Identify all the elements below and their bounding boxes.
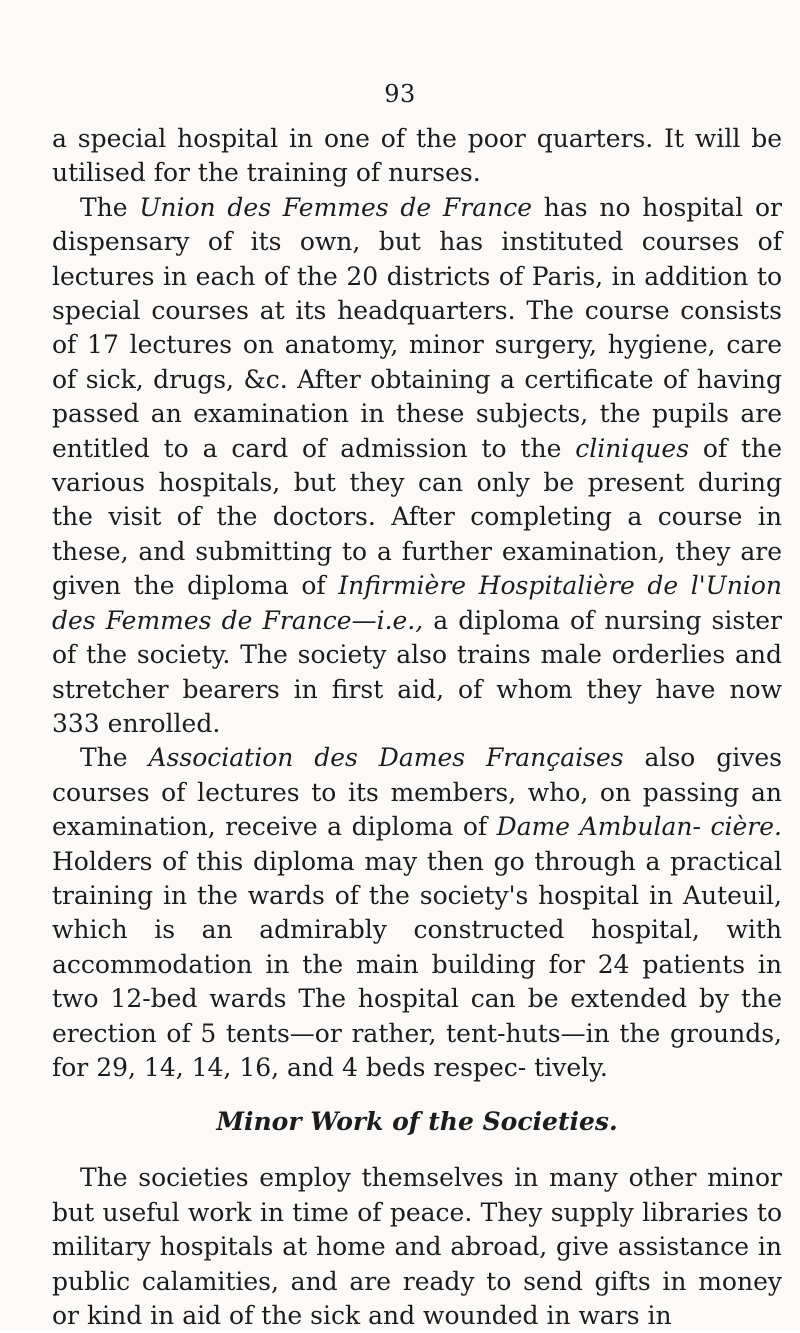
text-run: of the various hospitals, but they can only be present during the visit of the doctors. After completing a course in these, and submitting to a further examination, they are given the diploma of — [52, 433, 782, 601]
paragraph-text: a special hospital in one of the poor quarters. It will be utilised for the training of nurses. — [52, 124, 782, 188]
text-run: also gives courses of lectures to its members, who, on passing an examination, receive a diploma of — [52, 743, 782, 842]
italic-diploma-title: Dame Ambulan- cière. — [496, 812, 782, 842]
paragraph-continuation — [52, 122, 782, 191]
section-heading: Minor Work of the Societies. — [216, 1107, 618, 1137]
paragraph-union-des-femmes — [52, 191, 782, 742]
text-run: The — [80, 192, 140, 222]
text-run: a diploma of nursing sister of the society. The society also trains male orderlies and stretcher bearers in first aid, of whom they have now 333 enrolled. — [52, 605, 782, 738]
italic-society-name: Union des Femmes de France — [139, 192, 533, 222]
paragraph-association-des-dames — [52, 741, 782, 1085]
italic-term-cliniques: cliniques — [575, 433, 690, 463]
paragraph-minor-work — [52, 1161, 782, 1333]
page-body — [52, 122, 782, 1333]
paragraph-text: The societies employ themselves in many other minor but useful work in time of peace. They supply libraries to military hospitals at home and abroad, give assistance in public calamities, and are ready to send gifts in money or kind in aid of the sick and wounded in wars in — [52, 1163, 782, 1330]
text-run: Holders of this diploma may then go through a practical training in the wards of the society's hospital in Auteuil, which is an admirably constructed hospital, with accommodation in the main building for 24 patients in two 12-bed wards The hospital can be extended by the erection of 5 tents—or rather, tent-huts—in the grounds, for 29, 14, 14, 16, and 4 beds respec- tively. — [52, 846, 782, 1082]
page-number: 93 — [384, 80, 416, 108]
italic-diploma-title: Infirmière Hospitalière de l'Union des Femmes de France—i.e., — [52, 571, 782, 635]
text-run: has no hospital or dispensary of its own, but has instituted courses of lectures in each of the 20 districts of Paris, in addition to special courses at its headquarters. The course consists of 17 lectures on anatomy, minor surgery, hygiene, care of sick, drugs, &c. After obtaining a certificate of having passed an examination in these subjects, the pupils are entitled to a card of admission to the — [52, 192, 782, 463]
text-run: The — [80, 743, 149, 773]
italic-society-name: Association des Dames Françaises — [148, 743, 624, 773]
